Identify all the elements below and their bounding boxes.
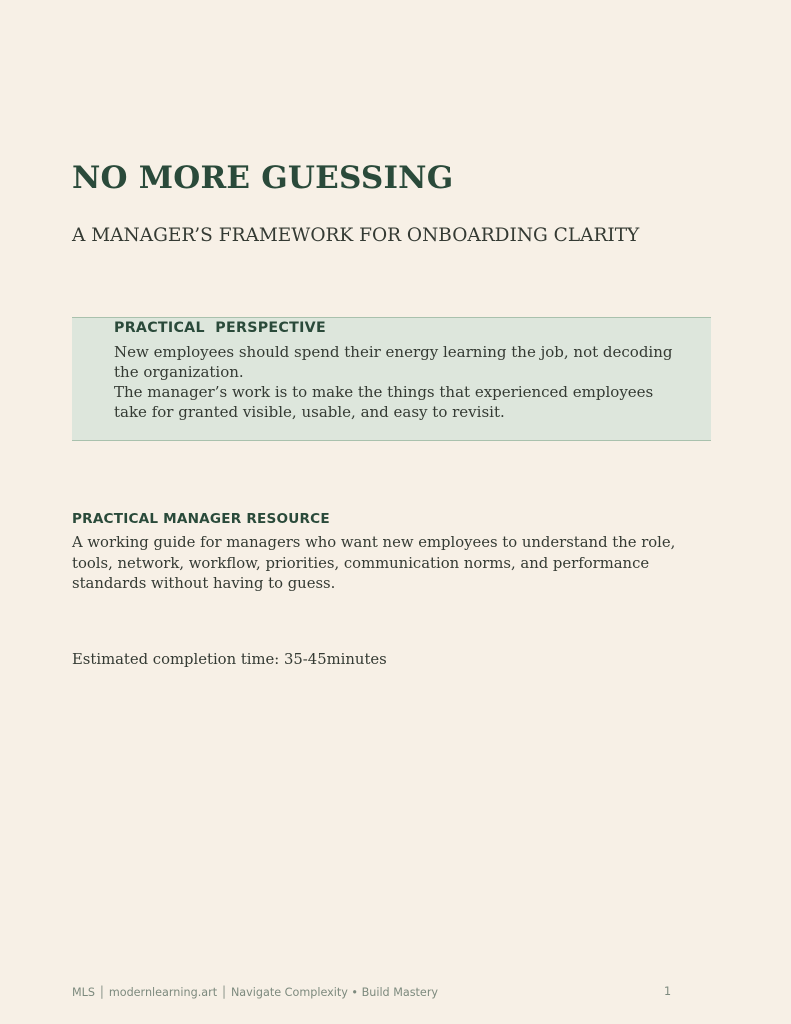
callout-paragraph: The manager’s work is to make the things that experienced employees take for granted visible, usable, and easy to revisit. — [114, 383, 654, 421]
callout-body — [114, 342, 674, 422]
callout-paragraph: New employees should spend their energy learning the job, not decoding the organization. — [114, 343, 673, 381]
page-title: NO MORE GUESSING — [72, 160, 454, 196]
completion-time: Estimated completion time: 35-45minutes — [72, 651, 387, 668]
footer-text: MLS │ modernlearning.art │ Navigate Complexity • Build Mastery — [72, 986, 439, 999]
page-number: 1 — [664, 985, 672, 998]
resource-heading: PRACTICAL MANAGER RESOURCE — [72, 511, 330, 527]
resource-description: A working guide for managers who want new employees to understand the role, tools, network, workflow, priorities, communication norms, and performance standards without having to guess. — [72, 534, 676, 592]
page-subtitle: A MANAGER’S FRAMEWORK FOR ONBOARDING CLARITY — [72, 225, 640, 246]
perspective-callout — [72, 317, 711, 441]
callout-heading: PRACTICAL PERSPECTIVE — [114, 320, 326, 336]
